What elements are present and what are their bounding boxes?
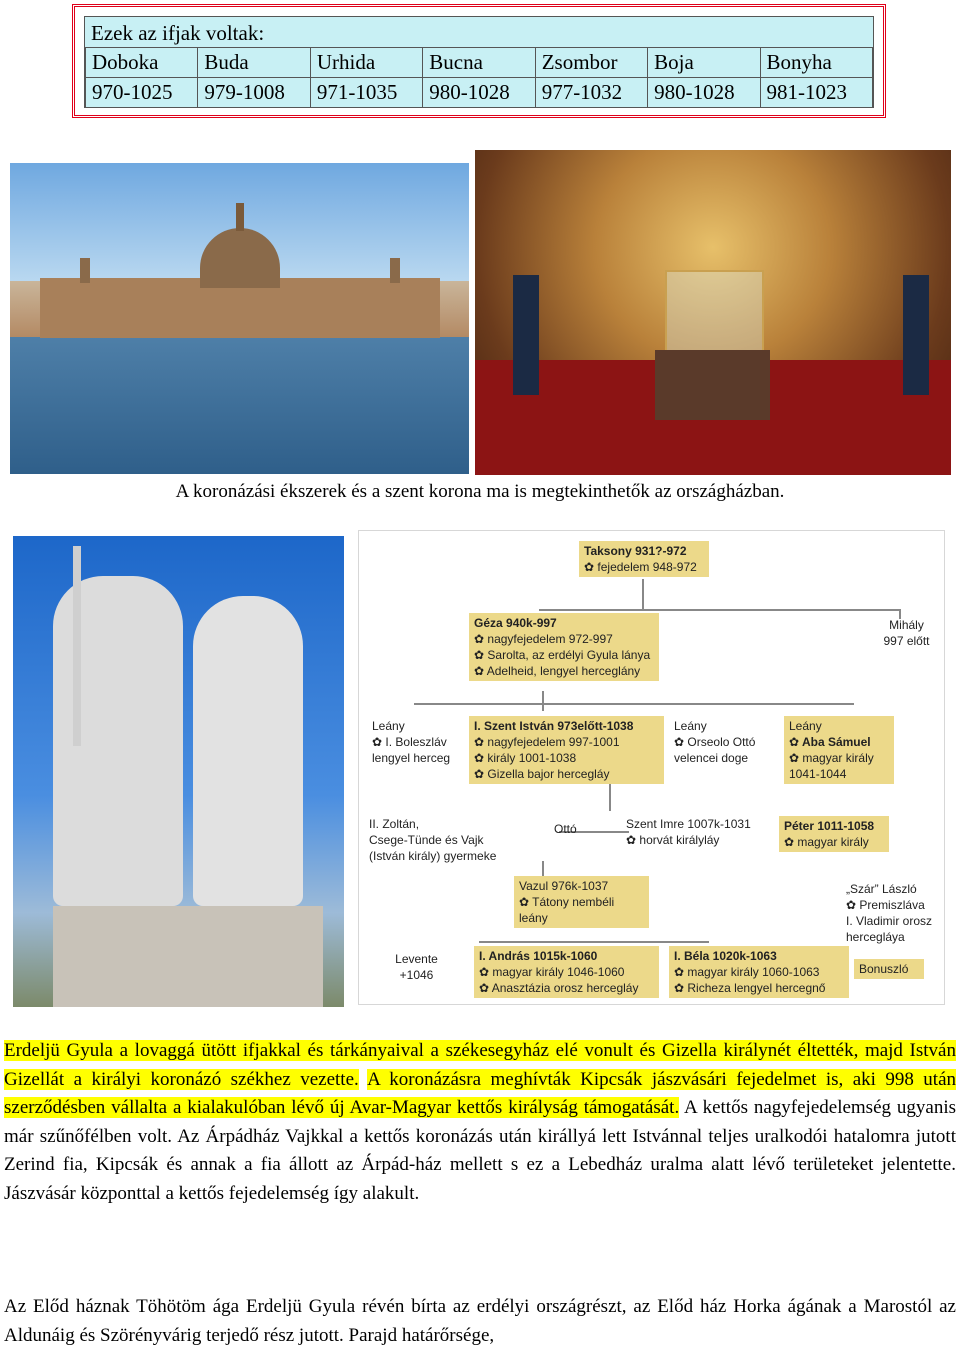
tree-leany-3: Leány ✿ Aba Sámuel ✿ magyar király 1041-1044	[784, 716, 894, 784]
ifjak-years: 981-1023	[760, 78, 872, 108]
ifjak-name: Buda	[198, 48, 310, 78]
ifjak-name: Doboka	[86, 48, 198, 78]
tree-vazul: Vazul 976k-1037 ✿ Tátony nembéli leány	[514, 876, 649, 928]
ifjak-years: 980-1028	[423, 78, 535, 108]
ifjak-years: 979-1008	[198, 78, 310, 108]
body-text: A kettős nagyfejedelemség ugyanis már szűnőfélben volt.	[4, 1097, 956, 1147]
ifjak-table	[85, 47, 873, 108]
tree-bonuszlo: Bonuszló	[854, 959, 924, 979]
ifjak-name: Bucna	[423, 48, 535, 78]
tree-szar-laszlo: „Szár” László ✿ Premiszláva I. Vladimir orosz hercegláya	[846, 882, 933, 944]
tree-istvan: I. Szent István 973előtt-1038 ✿ nagyfejedelem 997-1001 ✿ király 1001-1038 ✿ Gizella bajor hercegláy	[469, 716, 664, 784]
paragraph-elod: Az Előd háznak Töhötöm ága Erdeljü Gyula révén bírta az erdélyi országrészt, az Előd ház Horka ágának a Marostól az Aldunáig és Szörényvárig terjedő rész jutott. Parajd határőrsége,	[4, 1296, 956, 1346]
ifjak-title: Ezek az ifjak voltak:	[91, 21, 265, 45]
highlighted-text: A koronázásra meghívták Kipcsák jászvásári fejedelmet is, aki 998 után szerződésben vállalta a kialakulóban lévő új Avar-Magyar kettős királyság támogatását.	[4, 1068, 957, 1119]
photo-caption: A koronázási ékszerek és a szent korona ma is megtekinthetők az országházban.	[175, 481, 785, 502]
ifjak-name: Zsombor	[535, 48, 647, 78]
tree-leany-2: Leány ✿ Orseolo Ottó velencei doge	[674, 719, 756, 765]
ifjak-years: 980-1028	[648, 78, 760, 108]
tree-levente: Levente +1046	[395, 952, 438, 982]
parliament-photo	[10, 163, 469, 474]
ifjak-years: 971-1035	[310, 78, 422, 108]
tree-zoltan: II. Zoltán, Csege-Tünde és Vajk (István király) gyermeke	[369, 817, 497, 863]
tree-mihaly: Mihály 997 előtt	[883, 618, 930, 648]
tree-leany-1: Leány ✿ I. Boleszláv lengyel herceg	[372, 719, 451, 765]
body-text: Az Árpádház Vajkkal a kettős koronázás után királlyá lett Istvánnal teljes uralkodói hatalomra jutott Zerind fia, Kipcsák és annak a fia állott az Árpád-ház mellett s ez a Lebedház uralma alatt lévő területeket jelentette.	[4, 1125, 956, 1176]
paragraph-coronation	[4, 1037, 956, 1209]
ifjak-years: 977-1032	[535, 78, 647, 108]
body-text: Jászvásár központtal a kettős fejedelemség így alakult.	[4, 1182, 420, 1204]
ifjak-years: 970-1025	[86, 78, 198, 108]
family-tree	[358, 530, 945, 1005]
statue-photo	[13, 536, 344, 1007]
ifjak-name: Boja	[648, 48, 760, 78]
tree-taksony: Taksony 931?-972 ✿ fejedelem 948-972	[579, 541, 709, 577]
tree-geza: Géza 940k-997 ✿ nagyfejedelem 972-997 ✿ Sarolta, az erdélyi Gyula lánya ✿ Adelheid, lengyel herceglány	[469, 613, 659, 681]
tree-otto: Ottó	[554, 822, 577, 836]
ifjak-name: Urhida	[310, 48, 422, 78]
crown-hall-photo	[475, 150, 951, 475]
highlighted-text: Erdeljü Gyula a lovaggá ütött ifjakkal és tárkányaival a székesegyház elé vonult és Gizella királynét éltették, majd István Gizellát a királyi koronázó székhez vezette.	[4, 1040, 956, 1090]
tree-andras: I. András 1015k-1060 ✿ magyar király 1046-1060 ✿ Anasztázia orosz hercegláy	[474, 946, 659, 998]
ifjak-box	[84, 16, 874, 108]
tree-peter: Péter 1011-1058 ✿ magyar király	[779, 816, 889, 852]
tree-bela: I. Béla 1020k-1063 ✿ magyar király 1060-1063 ✿ Richeza lengyel hercegnő	[669, 946, 849, 998]
ifjak-name: Bonyha	[760, 48, 872, 78]
tree-imre: Szent Imre 1007k-1031 ✿ horvát királyláy	[626, 817, 751, 847]
